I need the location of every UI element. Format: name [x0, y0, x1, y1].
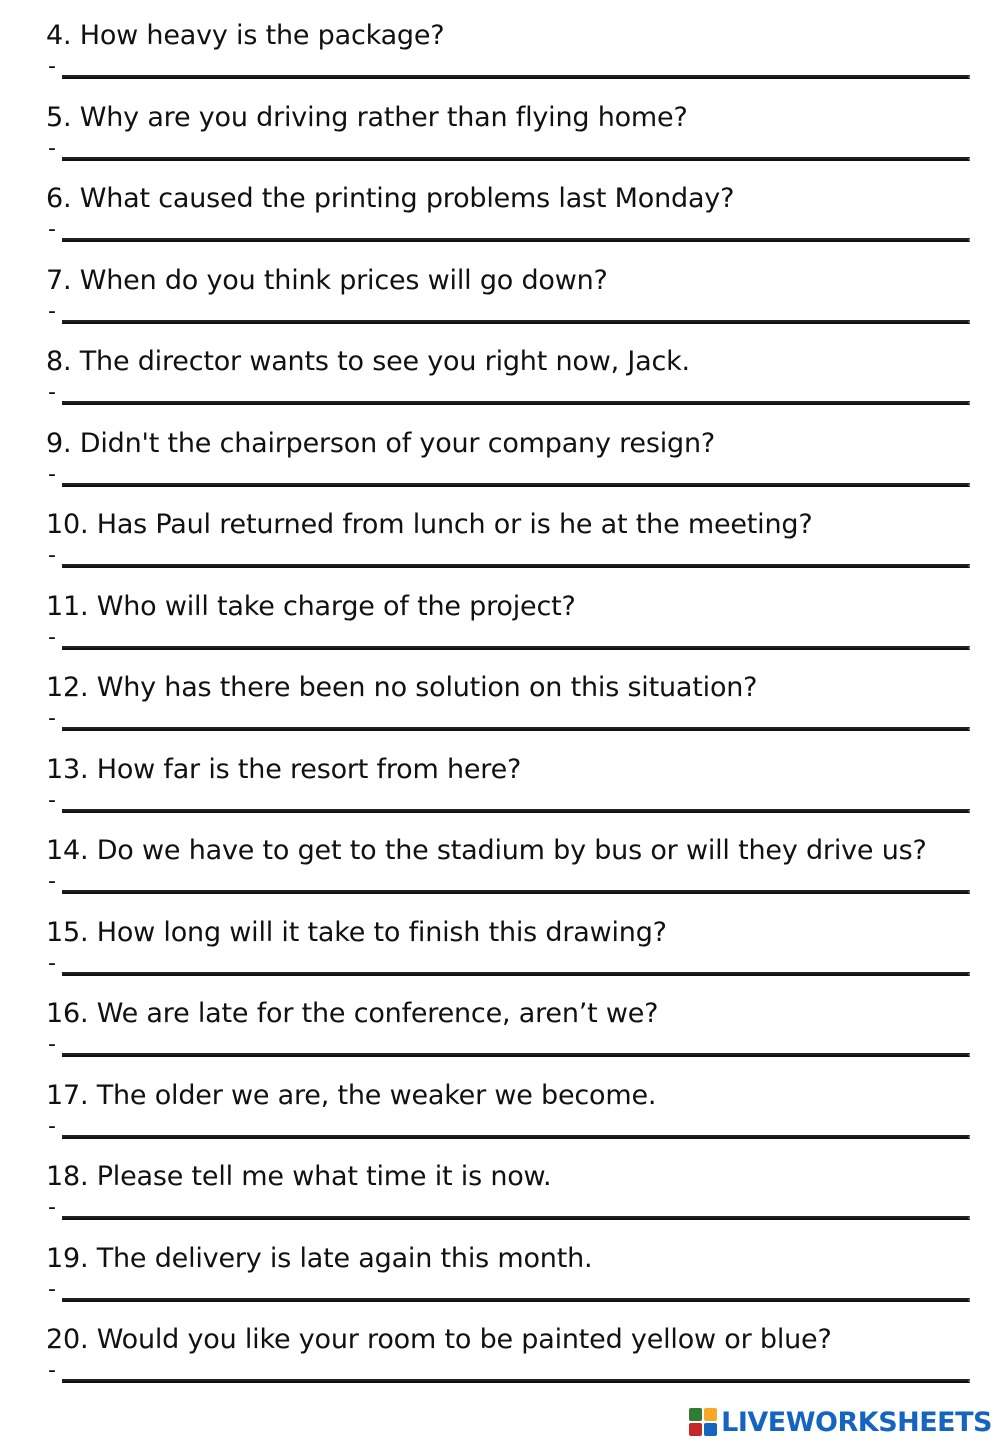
- question-item: [0, 1141, 1000, 1223]
- answer-input[interactable]: [62, 320, 970, 324]
- answer-dash: -: [48, 1195, 56, 1220]
- question-item: [0, 82, 1000, 164]
- liveworksheets-logo-icon: [689, 1408, 717, 1436]
- question-item: [0, 978, 1000, 1060]
- answer-input[interactable]: [62, 157, 970, 161]
- question-item: [0, 0, 1000, 82]
- answer-dash: -: [48, 1276, 56, 1302]
- answer-input[interactable]: [62, 75, 970, 79]
- question-item: [0, 652, 1000, 734]
- question-text: 9. Didn't the chairperson of your company resign?: [46, 427, 715, 459]
- answer-input[interactable]: [62, 401, 970, 405]
- answer-dash: -: [48, 54, 56, 79]
- answer-input[interactable]: [62, 1379, 970, 1383]
- question-item: [0, 897, 1000, 979]
- question-text: 5. Why are you driving rather than flying home?: [46, 101, 688, 133]
- question-item: [0, 734, 1000, 816]
- question-text: 4. How heavy is the package?: [46, 20, 445, 51]
- answer-input[interactable]: [62, 1135, 970, 1139]
- question-item: [0, 408, 1000, 490]
- answer-dash: -: [48, 624, 56, 650]
- answer-input[interactable]: [62, 1216, 970, 1220]
- answer-input[interactable]: [62, 727, 970, 731]
- answer-input[interactable]: [62, 646, 970, 650]
- answer-dash: -: [48, 461, 56, 487]
- question-item: [0, 489, 1000, 571]
- answer-input[interactable]: [62, 972, 970, 976]
- question-item: [0, 245, 1000, 327]
- answer-input[interactable]: [62, 809, 970, 813]
- answer-input[interactable]: [62, 483, 970, 487]
- answer-dash: -: [48, 869, 56, 894]
- answer-dash: -: [48, 1358, 56, 1383]
- question-text: 6. What caused the printing problems last Monday?: [46, 183, 735, 214]
- answer-dash: -: [48, 706, 56, 731]
- answer-dash: -: [48, 950, 56, 976]
- question-text: 17. The older we are, the weaker we become.: [46, 1079, 657, 1111]
- question-item: [0, 1060, 1000, 1142]
- answer-dash: -: [48, 787, 56, 813]
- answer-input[interactable]: [62, 238, 970, 242]
- answer-dash: -: [48, 380, 56, 405]
- question-text: 13. How far is the resort from here?: [46, 753, 522, 785]
- question-item: [0, 326, 1000, 408]
- logo-mark-square: [704, 1408, 717, 1421]
- liveworksheets-logo: [689, 1407, 992, 1437]
- logo-mark-square: [689, 1408, 702, 1421]
- answer-input[interactable]: [62, 1298, 970, 1302]
- answer-dash: -: [48, 298, 56, 324]
- answer-dash: -: [48, 135, 56, 161]
- question-text: 12. Why has there been no solution on this situation?: [46, 672, 758, 703]
- question-text: 10. Has Paul returned from lunch or is he at the meeting?: [46, 509, 813, 540]
- question-text: 19. The delivery is late again this month.: [46, 1242, 593, 1274]
- question-item: [0, 1223, 1000, 1305]
- answer-input[interactable]: [62, 890, 970, 894]
- question-text: 16. We are late for the conference, aren’t we?: [46, 998, 659, 1029]
- question-text: 15. How long will it take to finish this drawing?: [46, 916, 667, 948]
- logo-text: LIVEWORKSHEETS: [721, 1406, 992, 1438]
- answer-dash: -: [48, 1113, 56, 1139]
- logo-mark-square: [704, 1423, 717, 1436]
- question-text: 11. Who will take charge of the project?: [46, 590, 576, 622]
- question-text: 7. When do you think prices will go down?: [46, 264, 608, 296]
- answer-input[interactable]: [62, 564, 970, 568]
- logo-mark-square: [689, 1423, 702, 1436]
- answer-input[interactable]: [62, 1053, 970, 1057]
- question-text: 18. Please tell me what time it is now.: [46, 1161, 552, 1192]
- question-item: [0, 1304, 1000, 1386]
- question-text: 14. Do we have to get to the stadium by bus or will they drive us?: [46, 835, 927, 866]
- answer-dash: -: [48, 1032, 56, 1057]
- answer-dash: -: [48, 217, 56, 242]
- question-item: [0, 815, 1000, 897]
- question-text: 8. The director wants to see you right now, Jack.: [46, 346, 690, 377]
- question-text: 20. Would you like your room to be painted yellow or blue?: [46, 1324, 832, 1355]
- question-item: [0, 571, 1000, 653]
- answer-dash: -: [48, 543, 56, 568]
- question-item: [0, 163, 1000, 245]
